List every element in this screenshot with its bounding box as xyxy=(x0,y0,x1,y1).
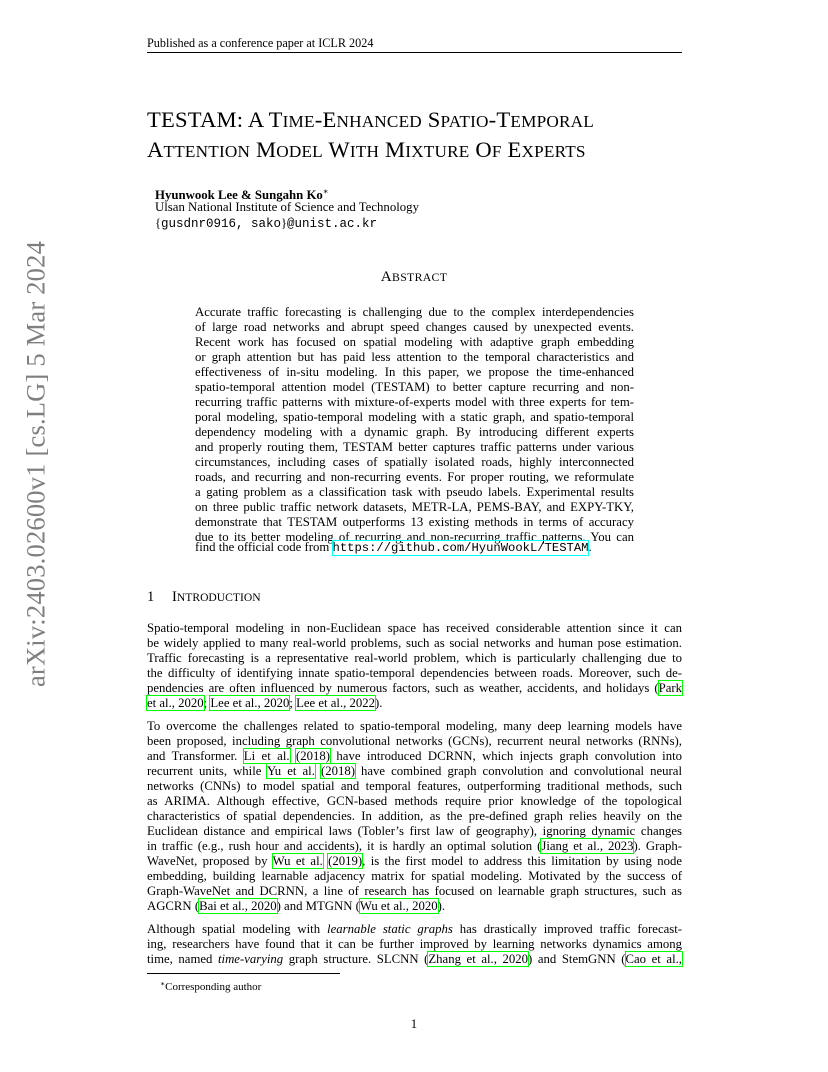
footnote xyxy=(160,977,261,994)
text-run: AGCRN ( xyxy=(147,899,200,913)
abstract-line: of large road networks and abrupt speed changes caused by unexpected events. xyxy=(195,320,634,334)
text-run: ). xyxy=(375,696,383,710)
abstract-line: demonstrate that TESTAM outperforms 13 existing methods in terms of accuracy xyxy=(195,515,634,529)
abstract-line: spatio-temporal attention model (TESTAM) to better capture recurring and non- xyxy=(195,380,634,394)
text-run: ) and MTGNN ( xyxy=(276,899,360,913)
footnote-rule xyxy=(147,973,340,974)
footnote-text: Corresponding author xyxy=(165,981,262,993)
section-heading-introduction xyxy=(147,588,261,607)
abstract-last-line xyxy=(195,540,634,556)
text-run: ). xyxy=(437,899,446,913)
citation-park-2020-cont[interactable]: et al., 2020 xyxy=(147,696,204,710)
email-brace-open: { xyxy=(155,216,161,230)
abstract-line: dependency modeling with a dynamic graph. By introducing different experts xyxy=(195,425,634,439)
intro-p2-line-11: embedding, building learnable adjacency matrix for spatial modeling. Motivated by the success of xyxy=(147,869,682,883)
intro-p1-line: the difficulty of identifying innate spatio-temporal dependencies between roads. Moreover, such de- xyxy=(147,666,682,680)
text-run: ; xyxy=(203,696,211,710)
abstract-last-text: find the official code from xyxy=(195,540,333,554)
intro-p2-line-13 xyxy=(147,899,682,914)
section-number: 1 xyxy=(147,589,155,605)
abstract-line: Accurate traffic forecasting is challenging due to the complex interdependencies xyxy=(195,305,634,319)
code-link[interactable]: https://github.com/HyunWookL/TESTAM xyxy=(332,541,589,555)
intro-p1-line: Traffic forecasting is a representative real-world problem, which is particularly challenging due to xyxy=(147,651,682,665)
abstract-line: recurring traffic patterns with mixture-of-experts model with three experts for tem- xyxy=(195,395,634,409)
intro-p1-line-5 xyxy=(147,681,682,696)
text-run: WaveNet, proposed by xyxy=(147,854,273,868)
intro-p2-line-3 xyxy=(147,749,682,764)
email-domain: @unist.ac.kr xyxy=(287,217,378,231)
text-run: have introduced DCRNN, which injects graph convolution into xyxy=(330,749,683,763)
intro-p2-line-5: networks (CNNs) to model spatial and temporal features, outperforming traditional methods, such xyxy=(147,779,682,793)
email-brace-close: } xyxy=(281,216,288,230)
intro-p2-line-7: characteristics of spatial dependencies. In addition, as the pre-defined graph relies heavily on the xyxy=(147,809,682,823)
citation-wu-2020[interactable]: Wu et al., 2020 xyxy=(359,899,438,913)
affiliation: Ulsan National Institute of Science and Technology xyxy=(155,200,419,214)
section-title: INTRODUCTION xyxy=(172,589,261,605)
abstract-line: a gating problem as a classification task with pseudo labels. Experimental results xyxy=(195,485,634,499)
abstract-line: poral modeling, spatio-temporal modeling with a static graph, and spatio-temporal xyxy=(195,410,634,424)
intro-p2-line-9 xyxy=(147,839,682,854)
title-line-1: TESTAM: A TIME-ENHANCED SPATIO-TEMPORAL xyxy=(147,107,594,132)
text-run: graph structure. SLCNN ( xyxy=(283,952,429,966)
text-run: pendencies are often influenced by numerous factors, such as weather, accidents, and holidays ( xyxy=(147,681,659,695)
title-line-2: ATTENTION MODEL WITH MIXTURE OF EXPERTS xyxy=(147,137,586,162)
intro-p2-line-12: Graph-WaveNet and DCRNN, a line of research has focused on learnable graph structures, such as xyxy=(147,884,682,898)
email-users: gusdnr0916, sako xyxy=(161,217,282,231)
intro-p2-line-6: as ARIMA. Although effective, GCN-based methods require prior knowledge of the topological xyxy=(147,794,682,808)
citation-cao-2020[interactable]: Cao et al., xyxy=(625,952,682,966)
intro-p3-line-3 xyxy=(147,952,682,967)
text-run: ; xyxy=(289,696,297,710)
email xyxy=(155,215,377,233)
intro-p2-line-2: been proposed, including graph convolutional networks (GCNs), recurrent neural networks (RNNs), xyxy=(147,734,682,748)
text-run: have combined graph convolution and convolutional neural xyxy=(354,764,682,778)
abstract-line: on three public traffic network datasets, METR-LA, PEMS-BAY, and EXPY-TKY, xyxy=(195,500,634,514)
intro-p2-line-8: Euclidean distance and empirical laws (Tobler’s first law of geography), ignoring dynamic changes xyxy=(147,824,682,838)
header-rule xyxy=(147,52,682,53)
arxiv-stamp-text: arXiv:2403.02600v1 [cs.LG] 5 Mar 2024 xyxy=(20,240,51,688)
citation-li-2018-year[interactable]: (2018) xyxy=(296,749,330,763)
citation-zhang-2020[interactable]: Zhang et al., 2020 xyxy=(428,952,528,966)
citation-yu-2018-year[interactable]: (2018) xyxy=(320,764,355,778)
intro-p1-line: Spatio-temporal modeling in non-Euclidean space has received considerable attention since it can xyxy=(147,621,682,635)
abstract-line: Recent work has focused on spatial modeling with adaptive graph embedding xyxy=(195,335,634,349)
intro-p3-line-1 xyxy=(147,922,682,937)
text-run: and Transformer. xyxy=(147,749,244,763)
abstract-line: effectiveness of in-situ modeling. In this paper, we propose the time-enhanced xyxy=(195,365,634,379)
intro-p2-line-1: To overcome the challenges related to spatio-temporal modeling, many deep learning models have xyxy=(147,719,682,733)
author-names: Hyunwook Lee & Sungahn Ko xyxy=(155,188,323,202)
text-run: recurrent units, while xyxy=(147,764,268,778)
abstract-line: due to its better modeling of recurring and non-recurring traffic patterns. You can xyxy=(195,530,634,544)
intro-p3-line-2: ing, researchers have found that it can be further improved by learning networks dynamics among xyxy=(147,937,682,951)
abstract-line: circumstances, including cases of spatially isolated roads, highly interconnected xyxy=(195,455,634,469)
author-footnote-mark: ∗ xyxy=(322,186,329,196)
citation-wu-2019-author[interactable]: Wu et al. xyxy=(272,854,323,868)
citation-li-2018-author[interactable]: Li et al. xyxy=(243,749,290,763)
citation-yu-2018-author[interactable]: Yu et al. xyxy=(267,764,315,778)
text-run: Although spatial modeling with xyxy=(147,922,328,936)
citation-bai-2020[interactable]: Bai et al., 2020 xyxy=(199,899,277,913)
abstract-heading: ABSTRACT xyxy=(380,268,448,285)
citation-jiang-2023[interactable]: Jiang et al., 2023 xyxy=(541,839,634,853)
page-number: 1 xyxy=(410,1017,418,1031)
text-run: ) and StemGNN ( xyxy=(528,952,626,966)
intro-p1-line-6 xyxy=(147,696,682,711)
citation-park-2020[interactable]: Park xyxy=(658,681,682,695)
text-run: time, named xyxy=(147,952,219,966)
text-run: ). Graph- xyxy=(633,839,682,853)
running-header: Published as a conference paper at ICLR 2024 xyxy=(147,36,374,50)
footnote-mark: ∗ xyxy=(160,979,166,988)
intro-p2-line-4 xyxy=(147,764,682,779)
text-run: has drastically improved traffic forecast- xyxy=(452,922,683,936)
citation-wu-2019-year[interactable]: (2019) xyxy=(328,854,363,868)
emphasis: time-varying xyxy=(218,952,284,966)
intro-p2-line-10 xyxy=(147,854,682,869)
citation-lee-2020[interactable]: Lee et al., 2020 xyxy=(210,696,290,710)
abstract-line: or graph attention but has paid less attention to the temporal characteristics and xyxy=(195,350,634,364)
text-run: in traffic (e.g., rush hour and accidents), it is hardly an optimal solution ( xyxy=(147,839,542,853)
abstract-line: and properly routing them, TESTAM better captures traffic patterns under various xyxy=(195,440,634,454)
abstract-line: roads, and recurring and non-recurring events. For proper routing, we reformulate xyxy=(195,470,634,484)
text-run: , is the first model to address this limitation by using node xyxy=(362,854,682,868)
citation-lee-2022[interactable]: Lee et al., 2022 xyxy=(296,696,376,710)
abstract-last-period: . xyxy=(588,540,592,554)
emphasis: learnable static graphs xyxy=(327,922,453,936)
paper-title xyxy=(147,106,687,166)
intro-p1-line: be widely applied to many real-world problems, such as social networks and human pose estimation. xyxy=(147,636,682,650)
